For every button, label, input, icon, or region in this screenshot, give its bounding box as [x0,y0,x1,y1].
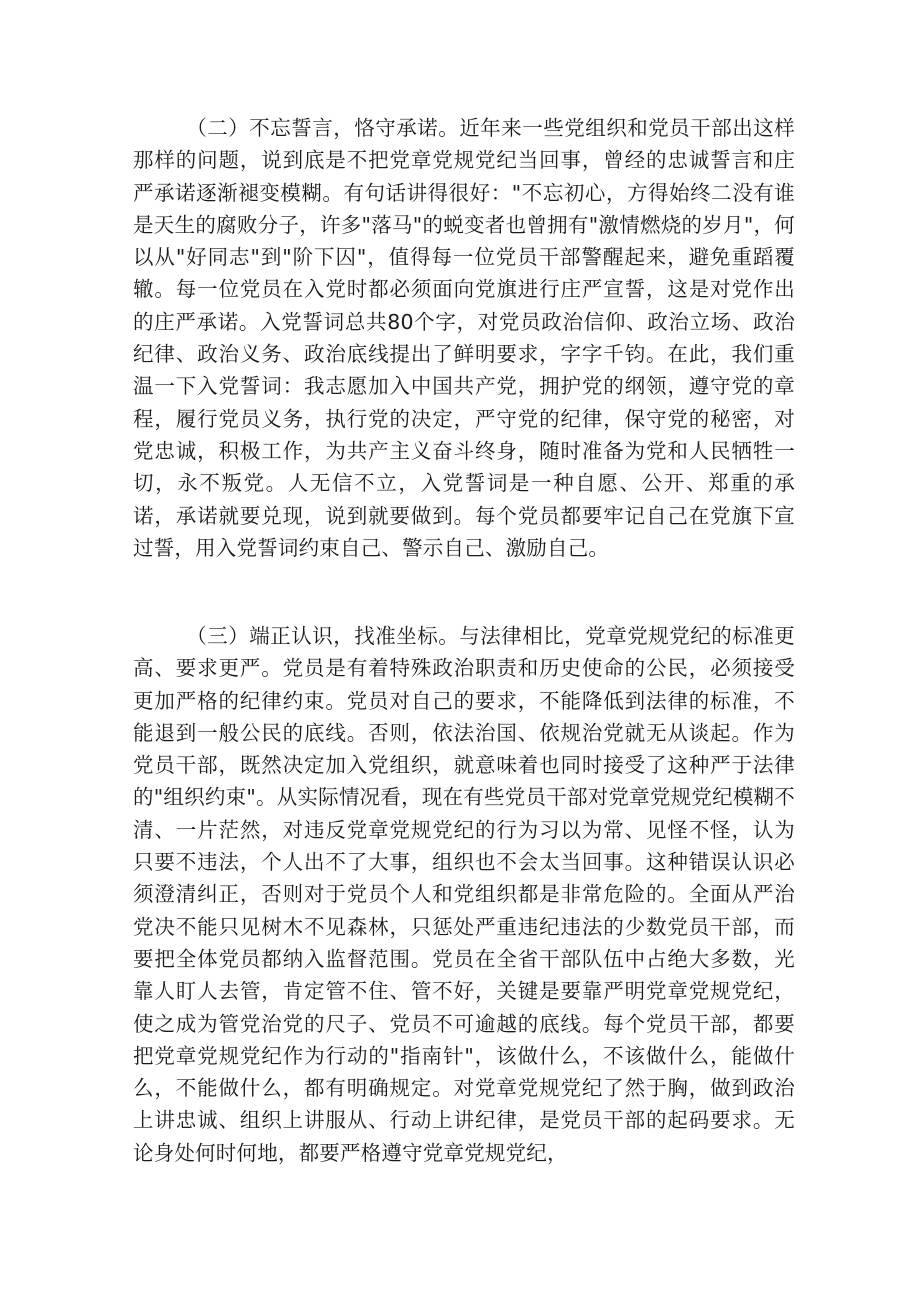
paragraph-not-forget-oath: （二）不忘誓言，恪守承诺。近年来一些党组织和党员干部出这样那样的问题，说到底是不把党章党规党纪当回事，曾经的忠诚誓言和庄严承诺逐渐褪变模糊。有句话讲得很好："不忘初心，方得始终二没有谁是天生的腐败分子，许多"落马"的蜕变者也曾拥有"激情燃烧的岁月"，何以从"好同志"到"阶下囚"，值得每一位党员干部警醒起来，避免重蹈覆辙。每一位党员在入党时都必须面向党旗进行庄严宣誓，这是对党作出的庄严承诺。入党誓词总共80个字，对党员政治信仰、政治立场、政治纪律、政治义务、政治底线提出了鲜明要求，字字千钧。在此，我们重温一下入党誓词：我志愿加入中国共产党，拥护党的纲领，遵守党的章程，履行党员义务，执行党的决定，严守党的纪律，保守党的秘密，对党忠诚，积极工作，为共产主义奋斗终身，随时准备为党和人民牺牲一切，永不叛党。人无信不立，入党誓词是一种自愿、公开、郑重的承诺，承诺就要兑现，说到就要做到。每个党员都要牢记自己在党旗下宣过誓，用入党誓词约束自己、警示自己、激励自己。 [133,116,795,560]
paragraph-correct-understanding: （三）端正认识，找准坐标。与法律相比，党章党规党纪的标准更高、要求更严。党员是有着特殊政治职责和历史使命的公民，必须接受更加严格的纪律约束。党员对自己的要求，不能降低到法律的标准，不能退到一般公民的底线。否则，依法治国、依规治党就无从谈起。作为党员干部，既然决定加入党组织，就意味着也同时接受了这种严于法律的"组织约束"。从实际情况看，现在有些党员干部对党章党规党纪模糊不清、一片茫然，对违反党章党规党纪的行为习以为常、见怪不怪，认为只要不违法，个人出不了大事，组织也不会太当回事。这种错误认识必须澄清纠正，否则对于党员个人和党组织都是非常危险的。全面从严治党决不能只见树木不见森林，只惩处严重违纪违法的少数党员干部，而要把全体党员都纳入监督范围。党员在全省干部队伍中占绝大多数，光靠人盯人去管，肯定管不住、管不好，关键是要靠严明党章党规党纪，使之成为管党治党的尺子、党员不可逾越的底线。每个党员干部，都要把党章党规党纪作为行动的"指南针"，该做什么，不该做什么，能做什么，不能做什么，都有明确规定。对党章党规党纪了然于胸，做到政治上讲忠诚、组织上讲服从、行动上讲纪律，是党员干部的起码要求。无论身处何时何地，都要严格遵守党章党规党纪， [133,624,795,1165]
